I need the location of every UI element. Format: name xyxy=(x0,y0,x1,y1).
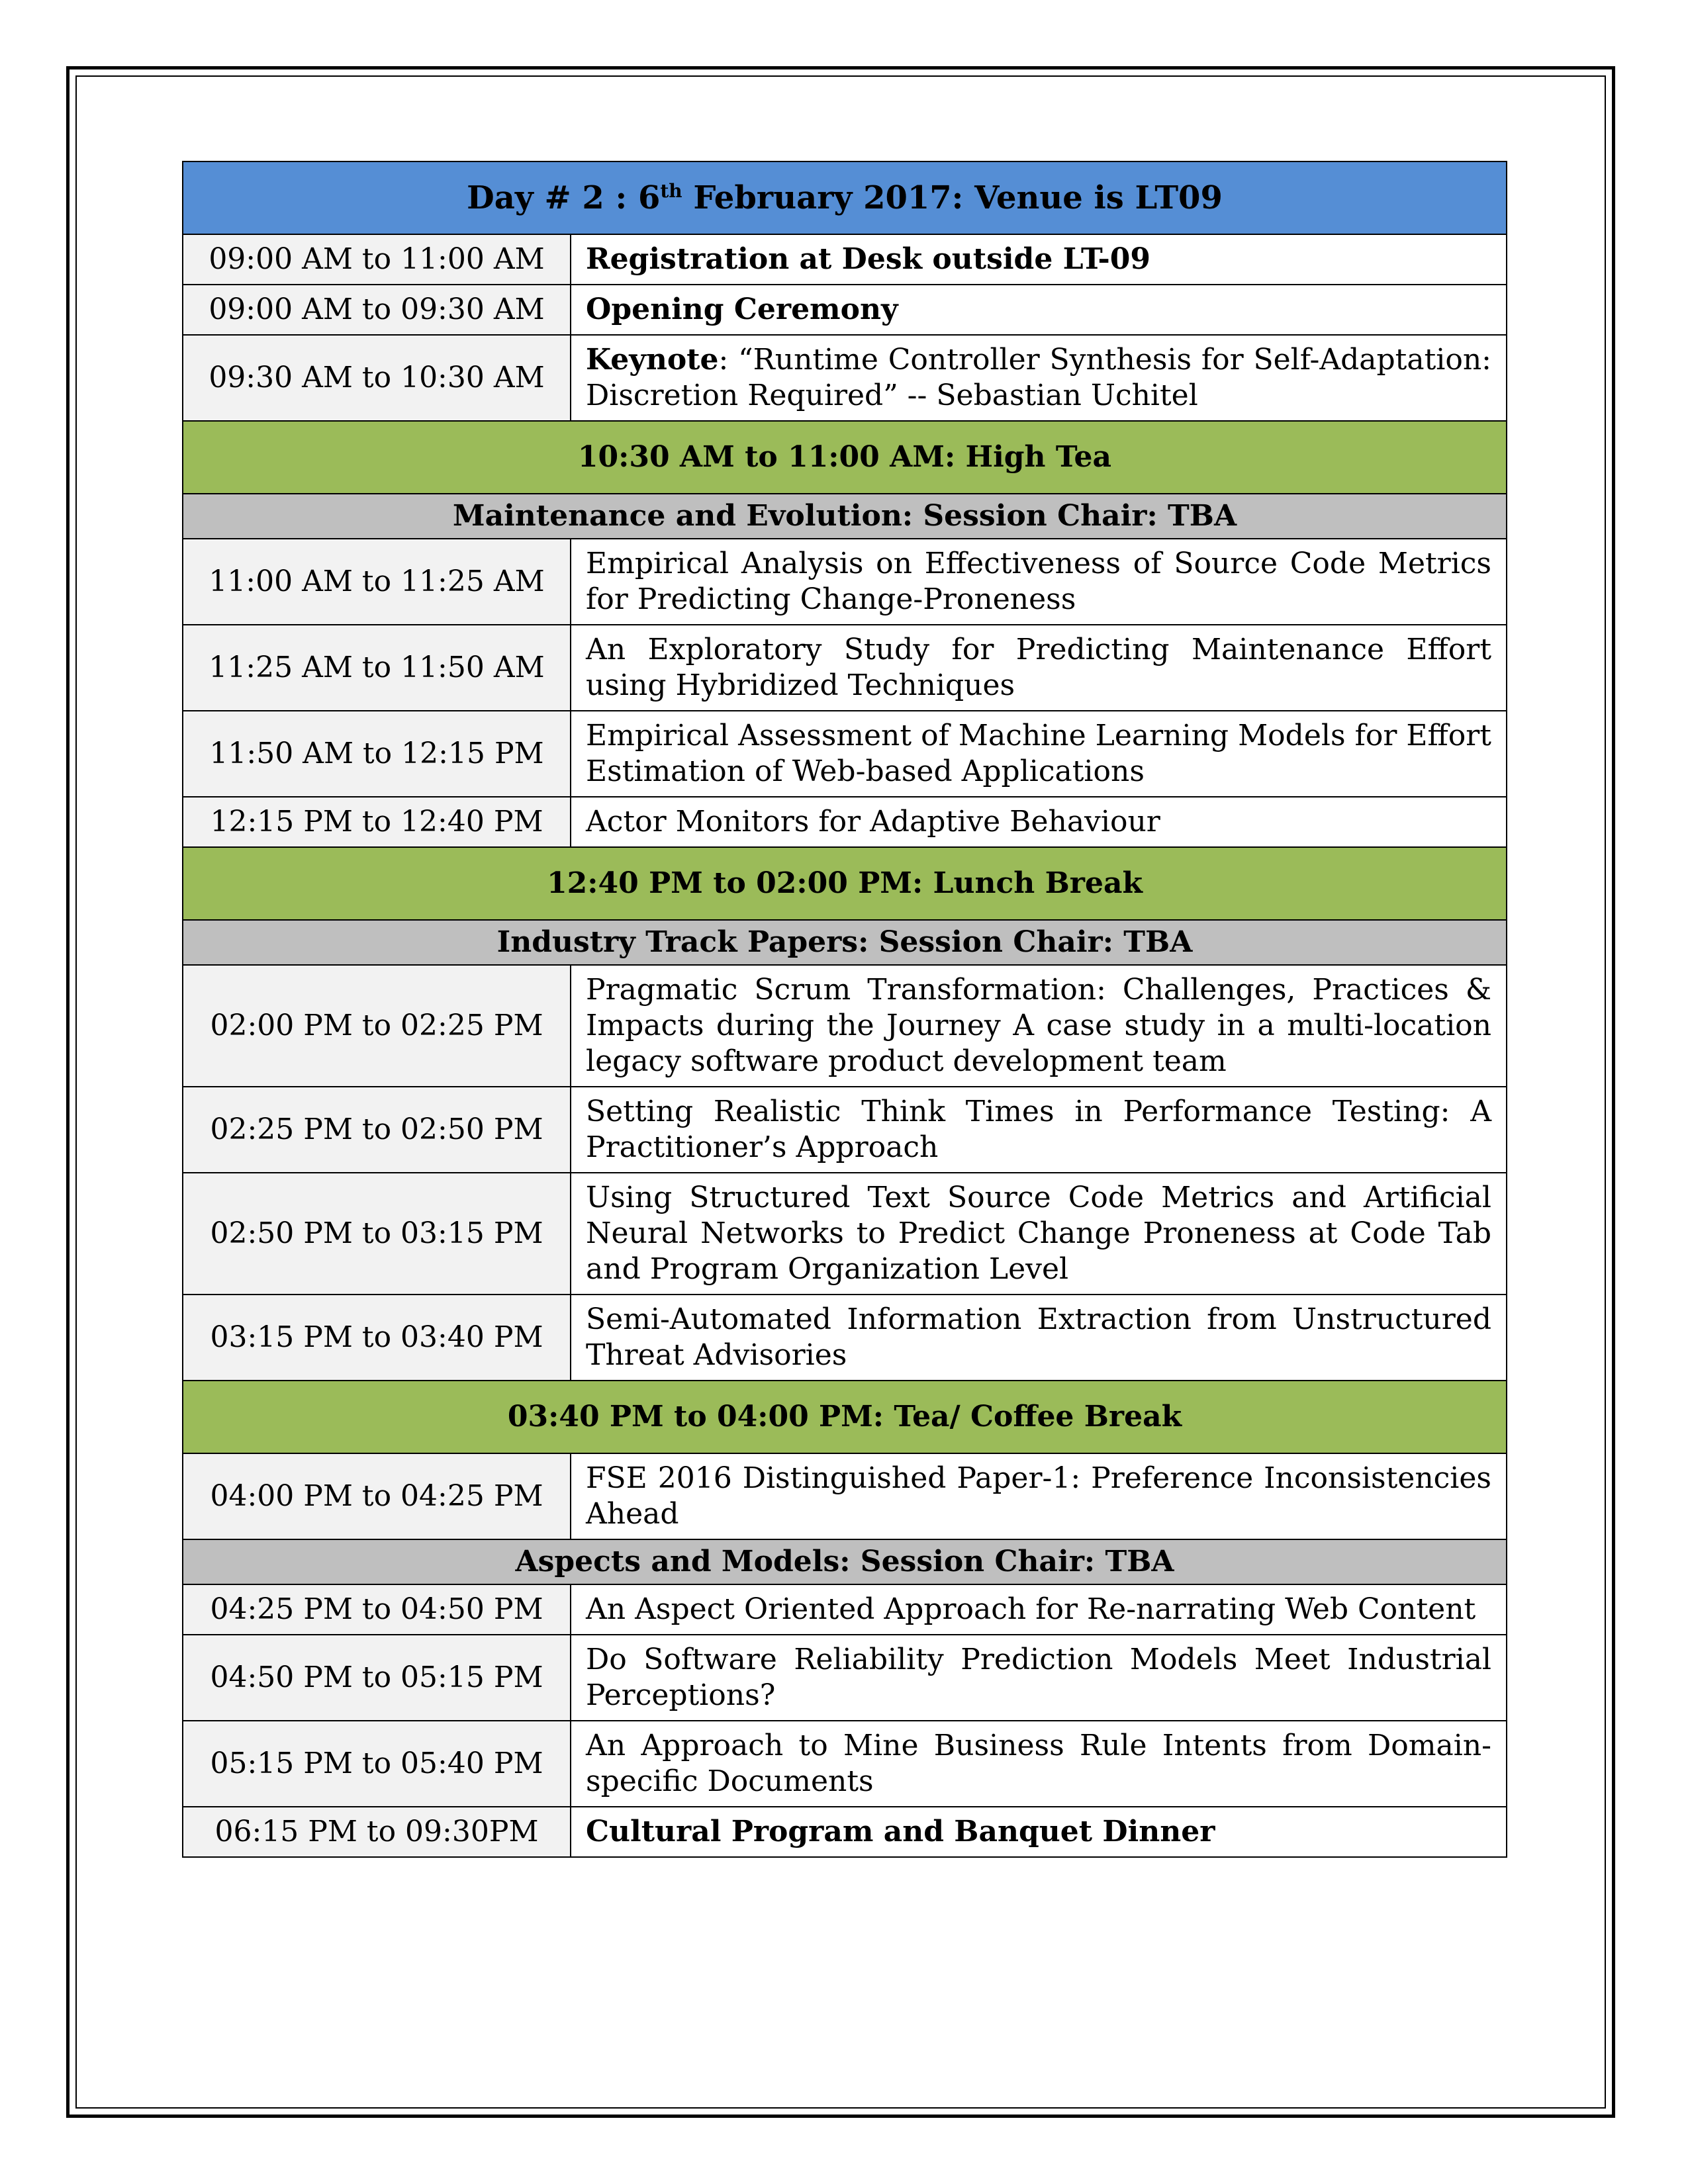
session-header-row xyxy=(183,1539,1507,1584)
talk-row xyxy=(183,1087,1507,1173)
talk-row xyxy=(183,1584,1507,1635)
schedule-table xyxy=(182,161,1507,1858)
break-coffee: 03:40 PM to 04:00 PM: Tea/ Coffee Break xyxy=(183,1381,1507,1453)
time-cell: 12:15 PM to 12:40 PM xyxy=(183,797,571,847)
day-header xyxy=(183,161,1507,234)
talk-row xyxy=(183,711,1507,797)
time-cell: 02:50 PM to 03:15 PM xyxy=(183,1173,571,1295)
talk-title: Empirical Assessment of Machine Learning Models for Effort Estimation of Web-based Applications xyxy=(571,711,1507,797)
talk-row xyxy=(183,1295,1507,1381)
time-cell: 09:00 AM to 11:00 AM xyxy=(183,234,571,285)
keynote-label: Keynote xyxy=(586,343,719,377)
talk-title: Semi-Automated Information Extraction from Unstructured Threat Advisories xyxy=(571,1295,1507,1381)
time-cell: 11:00 AM to 11:25 AM xyxy=(183,539,571,625)
time-cell: 02:25 PM to 02:50 PM xyxy=(183,1087,571,1173)
session-header-row xyxy=(183,920,1507,965)
talk-row xyxy=(183,625,1507,711)
talk-title: FSE 2016 Distinguished Paper-1: Preference Inconsistencies Ahead xyxy=(571,1453,1507,1539)
time-cell: 04:00 PM to 04:25 PM xyxy=(183,1453,571,1539)
time-cell: 05:15 PM to 05:40 PM xyxy=(183,1721,571,1807)
time-cell: 11:50 AM to 12:15 PM xyxy=(183,711,571,797)
talk-title: An Exploratory Study for Predicting Maintenance Effort using Hybridized Techniques xyxy=(571,625,1507,711)
time-cell: 02:00 PM to 02:25 PM xyxy=(183,965,571,1087)
day-header-suffix: February 2017: Venue is LT09 xyxy=(682,179,1223,216)
day-header-ordinal: th xyxy=(660,180,682,202)
break-row xyxy=(183,1381,1507,1453)
time-cell: 04:50 PM to 05:15 PM xyxy=(183,1635,571,1721)
session-industry: Industry Track Papers: Session Chair: TBA xyxy=(183,920,1507,965)
schedule-row xyxy=(183,1807,1507,1857)
schedule-row xyxy=(183,234,1507,285)
event-title: Registration at Desk outside LT-09 xyxy=(571,234,1507,285)
session-header-row xyxy=(183,494,1507,539)
talk-title: An Aspect Oriented Approach for Re-narrating Web Content xyxy=(571,1584,1507,1635)
day-header-prefix: Day # 2 : 6 xyxy=(467,179,661,216)
talk-title: Using Structured Text Source Code Metrics and Artificial Neural Networks to Predict Change Proneness at Code Tab and Program Organization Level xyxy=(571,1173,1507,1295)
break-lunch: 12:40 PM to 02:00 PM: Lunch Break xyxy=(183,847,1507,920)
talk-row xyxy=(183,1453,1507,1539)
time-cell: 03:15 PM to 03:40 PM xyxy=(183,1295,571,1381)
session-aspects: Aspects and Models: Session Chair: TBA xyxy=(183,1539,1507,1584)
keynote-row xyxy=(183,335,1507,421)
keynote-text: : “Runtime Controller Synthesis for Self-Adaptation: Discretion Required” -- Sebastian Uchitel xyxy=(586,343,1491,412)
schedule-row xyxy=(183,285,1507,335)
time-cell: 04:25 PM to 04:50 PM xyxy=(183,1584,571,1635)
talk-row xyxy=(183,965,1507,1087)
day-header-row xyxy=(183,161,1507,234)
time-cell: 09:30 AM to 10:30 AM xyxy=(183,335,571,421)
talk-title: Do Software Reliability Prediction Models Meet Industrial Perceptions? xyxy=(571,1635,1507,1721)
talk-title: Empirical Analysis on Effectiveness of Source Code Metrics for Predicting Change-Proneness xyxy=(571,539,1507,625)
keynote-cell xyxy=(571,335,1507,421)
talk-row xyxy=(183,1721,1507,1807)
time-cell: 11:25 AM to 11:50 AM xyxy=(183,625,571,711)
talk-title: Setting Realistic Think Times in Performance Testing: A Practitioner’s Approach xyxy=(571,1087,1507,1173)
break-row xyxy=(183,421,1507,494)
talk-row xyxy=(183,1173,1507,1295)
talk-title: Pragmatic Scrum Transformation: Challenges, Practices & Impacts during the Journey A case study in a multi-location legacy software product development team xyxy=(571,965,1507,1087)
talk-row xyxy=(183,797,1507,847)
event-title: Opening Ceremony xyxy=(571,285,1507,335)
session-maintenance: Maintenance and Evolution: Session Chair: TBA xyxy=(183,494,1507,539)
talk-title: An Approach to Mine Business Rule Intents from Domain-specific Documents xyxy=(571,1721,1507,1807)
time-cell: 09:00 AM to 09:30 AM xyxy=(183,285,571,335)
event-title: Cultural Program and Banquet Dinner xyxy=(571,1807,1507,1857)
talk-title: Actor Monitors for Adaptive Behaviour xyxy=(571,797,1507,847)
time-cell: 06:15 PM to 09:30PM xyxy=(183,1807,571,1857)
break-row xyxy=(183,847,1507,920)
talk-row xyxy=(183,1635,1507,1721)
break-high-tea: 10:30 AM to 11:00 AM: High Tea xyxy=(183,421,1507,494)
talk-row xyxy=(183,539,1507,625)
